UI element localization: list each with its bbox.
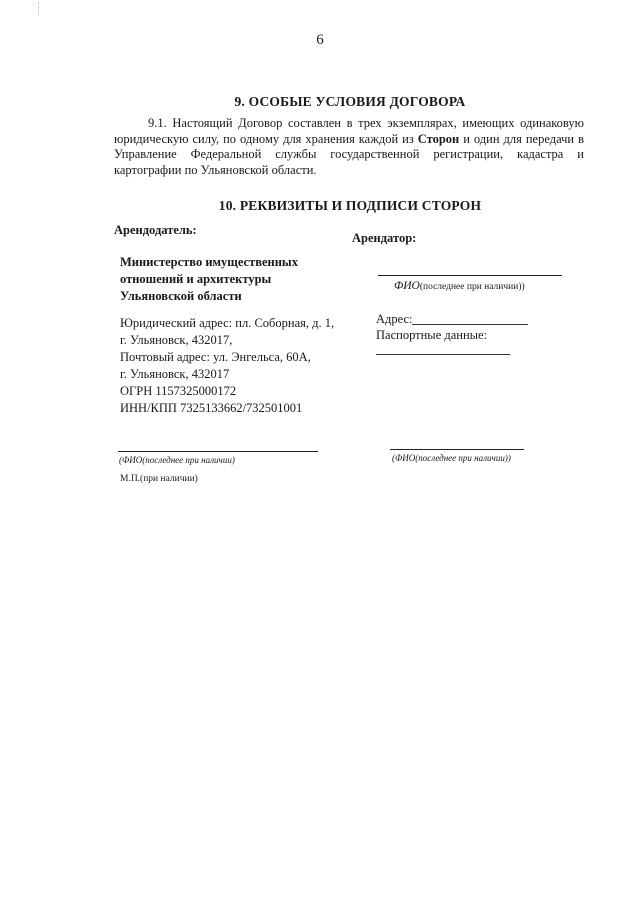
landlord-postal-city: г. Ульяновск, 432017 [120, 367, 230, 381]
tenant-passport-label: Паспортные данные: [376, 328, 488, 342]
paragraph-text-end: и один для передачи в Управление Федеральной службы государственной регистрации, кадастра и картографии по Ульяновской области. [114, 131, 584, 177]
tenant-label: Арендатор: [352, 231, 417, 245]
section-9-paragraph [114, 116, 584, 178]
tenant-passport-line [376, 354, 510, 355]
tenant-signature-caption: (ФИО(последнее при наличии)) [392, 453, 511, 463]
landlord-address-block [120, 315, 360, 417]
landlord-label: Арендодатель: [114, 223, 197, 237]
tenant-fio-caption-note: (последнее при наличии)) [419, 282, 525, 292]
landlord-ogrn: ОГРН 1157325000172 [120, 384, 237, 398]
landlord-postal-address: Почтовый адрес: ул. Энгельса, 60А, [120, 350, 311, 364]
landlord-inn-kpp: ИНН/КПП 7325133662/732501001 [120, 401, 303, 415]
tenant-fio-line [378, 275, 562, 276]
paragraph-bold-word: Сторон [417, 131, 460, 146]
scan-artifact [38, 2, 40, 16]
landlord-signature-line [118, 451, 318, 452]
landlord-signature-caption: (ФИО(последнее при наличии) [119, 455, 235, 465]
page-number: 6 [316, 32, 324, 48]
stamp-placeholder: М.П.(при наличии) [120, 474, 198, 484]
landlord-legal-city: г. Ульяновск, 432017, [120, 333, 233, 347]
landlord-organization-name: Министерство имущественных отношений и архитектуры Ульяновской области [120, 255, 298, 303]
landlord-legal-address: Юридический адрес: пл. Соборная, д. 1, [120, 316, 335, 330]
tenant-address-label: Адрес: [376, 312, 413, 326]
tenant-fio-caption [394, 280, 525, 292]
tenant-address-line [412, 324, 528, 325]
section-9-title: 9. ОСОБЫЕ УСЛОВИЯ ДОГОВОРА [234, 94, 466, 109]
tenant-fio-caption-main: ФИО [394, 280, 420, 292]
tenant-signature-line [390, 449, 524, 450]
paragraph-text-start: 9.1. Настоящий Договор составлен в трех экземплярах, имеющих одинаковую юридическую силу, по одному для хранения каждой из [114, 116, 584, 146]
section-10-title: 10. РЕКВИЗИТЫ И ПОДПИСИ СТОРОН [218, 198, 482, 213]
